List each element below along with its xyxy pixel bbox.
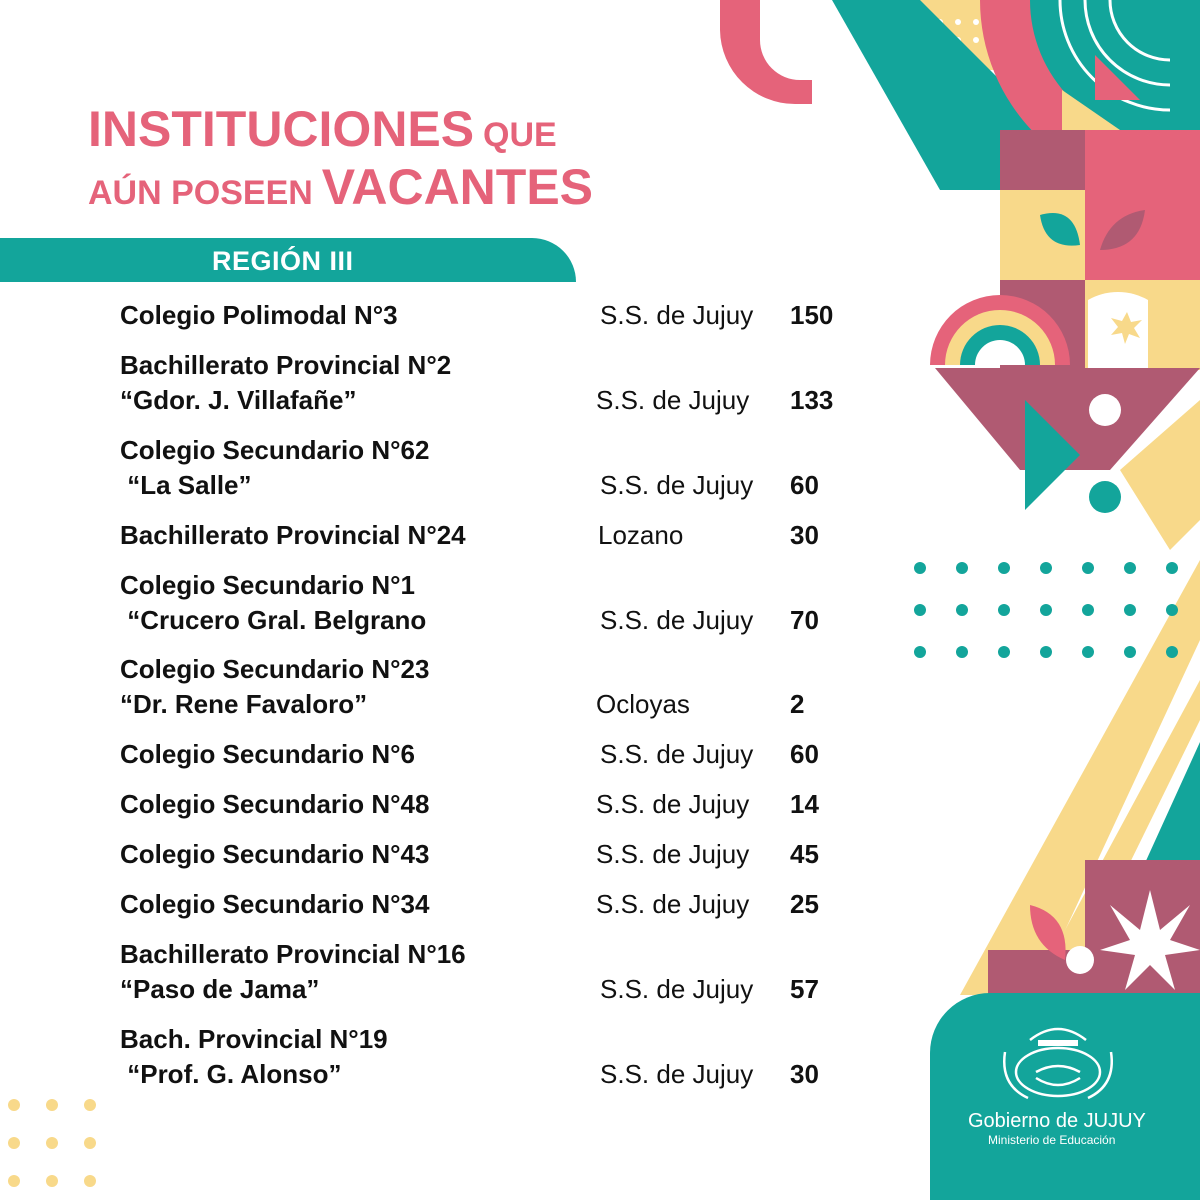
institution-name: Colegio Secundario N°1 “Crucero Gral. Belgrano [120,570,427,635]
logo-name: Gobierno de JUJUY [968,1110,1146,1132]
institution-city: S.S. de Jujuy [600,470,754,500]
institution-vacancies: 45 [790,839,819,869]
institution-vacancies: 30 [790,1059,819,1089]
institution-vacancies: 2 [790,689,805,719]
institution-vacancies: 60 [790,470,819,500]
institution-name: Colegio Secundario N°34 [120,889,430,919]
title-word-que: QUE [483,116,557,154]
institution-name: Bachillerato Provincial N°2 “Gdor. J. Villafañe” [120,350,452,415]
institution-vacancies: 57 [790,974,819,1004]
institution-name: Colegio Secundario N°6 [120,739,416,769]
institution-name: Colegio Secundario N°43 [120,839,430,869]
title-word-instituciones: INSTITUCIONES [88,101,475,157]
institution-city: S.S. de Jujuy [600,300,754,330]
institution-city: S.S. de Jujuy [600,974,754,1004]
institution-vacancies: 14 [790,789,819,819]
institution-city: Ocloyas [596,689,690,719]
institution-name: Bachillerato Provincial N°16 “Paso de Jama” [120,939,466,1004]
institution-city: S.S. de Jujuy [596,385,750,415]
institution-vacancies: 70 [790,605,819,635]
institution-city: Lozano [598,520,684,550]
institution-city: S.S. de Jujuy [596,889,750,919]
institution-name: Colegio Secundario N°62 “La Salle” [120,435,430,500]
institution-city: S.S. de Jujuy [596,839,750,869]
institution-city: S.S. de Jujuy [596,789,750,819]
institution-city: S.S. de Jujuy [600,605,754,635]
institution-name: Colegio Secundario N°23 “Dr. Rene Favaloro” [120,654,430,719]
institution-name: Colegio Polimodal N°3 [120,300,398,330]
institution-vacancies: 30 [790,520,819,550]
institution-vacancies: 60 [790,739,819,769]
institution-vacancies: 25 [790,889,819,919]
region-label: REGIÓN III [212,246,354,276]
title-word-vacantes: VACANTES [321,159,594,215]
institution-name: Bach. Provincial N°19 “Prof. G. Alonso” [120,1024,388,1089]
institution-vacancies: 133 [790,385,834,415]
logo-subtitle: Ministerio de Educación [988,1133,1116,1147]
institution-name: Bachillerato Provincial N°24 [120,520,466,550]
title-word-aun-poseen: AÚN POSEEN [88,174,313,212]
institution-city: S.S. de Jujuy [600,1059,754,1089]
institution-vacancies: 150 [790,300,834,330]
institution-city: S.S. de Jujuy [600,739,754,769]
institution-name: Colegio Secundario N°48 [120,789,430,819]
